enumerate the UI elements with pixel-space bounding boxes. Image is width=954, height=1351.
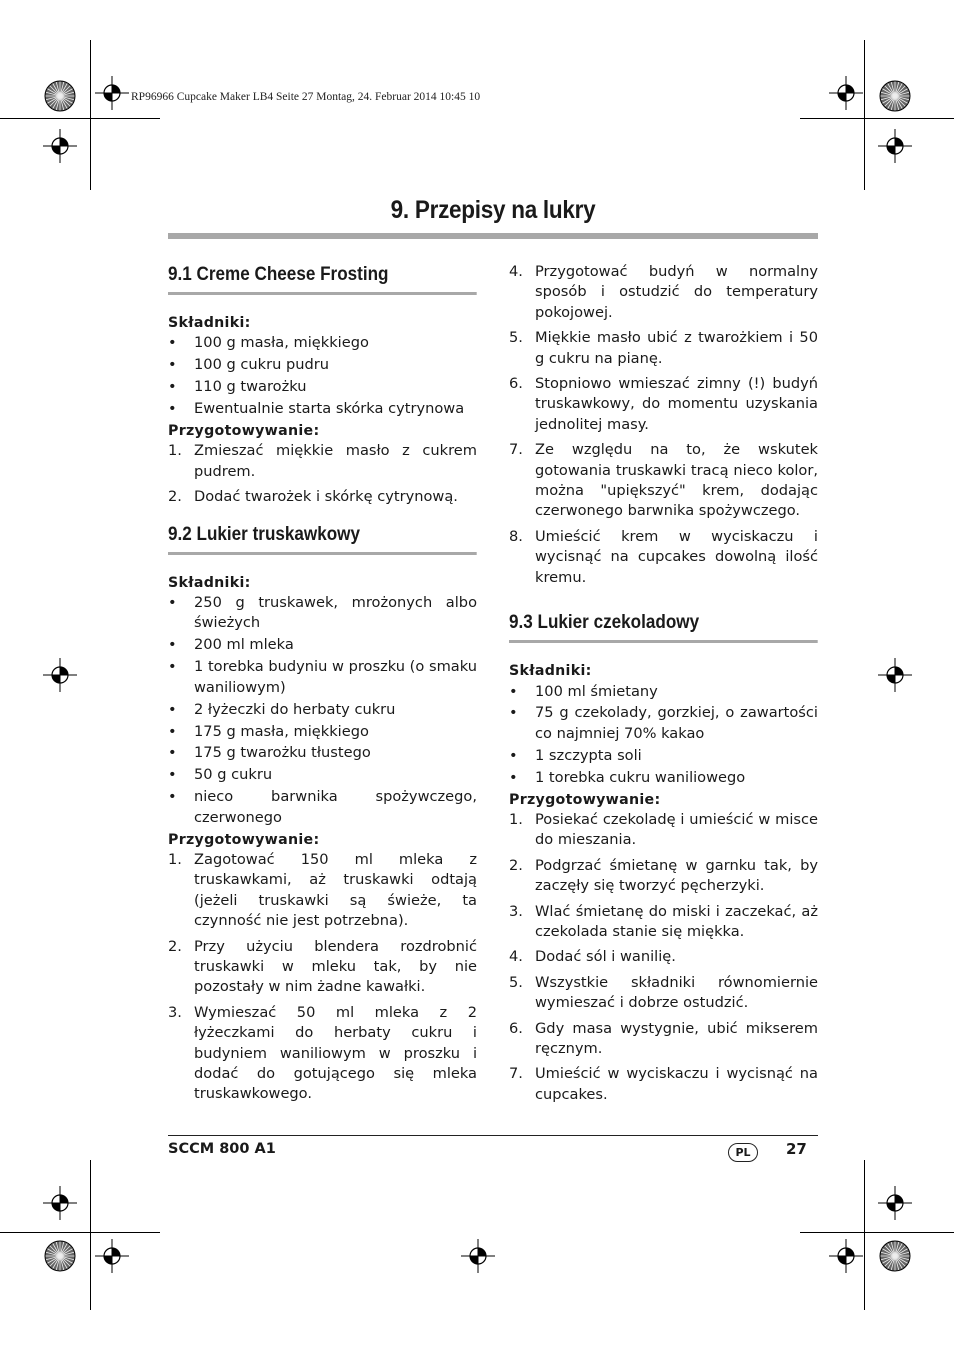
footer-rule [168,1135,818,1136]
step-number: 3. [509,902,523,920]
crop-line [90,40,91,190]
list-item-text: 175 g twarożku tłustego [194,744,371,762]
registration-mark [878,129,912,163]
list-item [168,765,477,785]
section-9-1 [168,262,477,508]
page-title: 9. Przepisy na lukry [390,196,596,224]
step-text: Umieścić krem w wyciskaczu i wycisnąć na cupcakes dowolną ilość kremu. [535,527,818,586]
step-item [168,1003,477,1105]
step-text: Przy użyciu blendera rozdrobnić truskawki w mleku tak, by nie pozostały w nim żadne kawałki. [194,937,477,996]
step-text: Miękkie masło ubić z twarożkiem i 50 g cukru na pianę. [535,329,818,367]
step-item [168,937,477,998]
bullet-mark: • [168,356,177,374]
prep-label: Przygotowywanie: [509,791,661,808]
print-header: RP96966 Cupcake Maker LB4 Seite 27 Montag, 24. Februar 2014 10:45 10 [131,91,481,103]
bullet-mark: • [168,700,177,718]
step-number: 1. [168,850,182,868]
step-item [168,441,477,482]
crop-line [0,118,160,119]
section-heading: 9.1 Creme Cheese Frosting [168,262,477,295]
list-item-text: 175 g masła, miękkiego [194,722,369,740]
step-number: 7. [509,441,523,459]
crop-line [864,1160,865,1310]
registration-mark [95,1239,129,1273]
ingredients-label: Składniki: [168,315,251,331]
list-item-text: 100 g masła, miękkiego [194,334,369,352]
step-number: 1. [168,442,182,460]
steps-list [168,850,477,1105]
section-9-3 [509,610,818,1105]
list-item [168,333,477,353]
step-text: Wszystkie składniki równomiernie wymieszać i dobrze ostudzić. [535,973,818,1012]
step-number: 7. [509,1065,523,1083]
list-item [168,787,477,828]
list-item [168,657,477,698]
step-text: Podgrzać śmietanę w garnku tak, by zaczęły się tworzyć pęcherzyki. [535,856,818,895]
section-9-2 [168,522,477,1105]
ingredients-list [509,682,818,789]
list-item-text: 50 g cukru [194,766,273,784]
bullet-mark: • [168,766,177,784]
bullet-mark: • [509,682,518,700]
right-column [509,262,818,1119]
crop-line [800,118,954,119]
step-text: Przygotować budyń w normalny sposób i ostudzić do temperatury pokojowej. [535,263,818,321]
list-item-text: 250 g truskawek, mrożonych albo świeżych [194,594,477,632]
list-item [509,768,818,788]
step-number: 5. [509,973,523,991]
prep-label: Przygotowywanie: [168,831,320,848]
registration-mark [43,129,77,163]
section-heading: 9.2 Lukier truskawkowy [168,522,477,555]
step-number: 8. [509,527,523,545]
list-item-text: 1 torebka budyniu w proszku (o smaku waniliowym) [194,658,477,696]
step-item [509,328,818,369]
list-item-text: 1 szczypta soli [535,746,642,764]
step-text: Umieścić w wyciskaczu i wycisnąć na cupcakes. [535,1065,818,1103]
step-number: 3. [168,1003,182,1021]
step-item [509,527,818,588]
step-number: 4. [509,263,523,280]
list-item-text: 110 g twarożku [194,378,307,396]
step-text: Ze względu na to, że wskutek gotowania truskawki tracą nieco kolor, można "upiększyć" krem, dodając czerwonego barwnika spożywczego. [535,441,818,520]
bullet-mark: • [168,636,177,654]
bullet-mark: • [168,400,177,418]
step-text: Dodać sól i wanilię. [535,948,676,966]
list-item [509,682,818,702]
color-star-mark [879,1240,911,1272]
ingredients-label: Składniki: [168,574,251,591]
step-text: Wymieszać 50 ml mleka z 2 łyżeczkami do herbaty cukru i budyniem waniliowym w proszku i dodać do gotującego się mleka truskawkowego. [194,1003,477,1103]
page-number: 27 [786,1140,807,1158]
step-text: Posiekać czekoladę i umieścić w misce do mieszania. [535,810,818,849]
bullet-mark: • [168,378,177,396]
list-item-text: 75 g czekolady, gorzkiej, o zawartości co najmniej 70% kakao [535,704,818,742]
steps-list [168,441,477,507]
registration-mark [829,1239,863,1273]
step-item [509,947,818,967]
step-text: Gdy masa wystygnie, ubić mikserem ręcznym. [535,1019,818,1057]
color-star-mark [44,80,76,112]
registration-mark [43,658,77,692]
color-star-mark [879,80,911,112]
bullet-mark: • [509,746,518,764]
registration-mark [43,1186,77,1220]
ingredients-list [168,333,477,419]
bullet-mark: • [168,334,177,352]
step-number: 6. [509,1019,523,1037]
list-item [509,746,818,766]
registration-mark [878,1186,912,1220]
list-item [168,700,477,720]
step-text: Dodać twarożek i skórkę cytrynową. [194,488,458,506]
list-item [168,355,477,375]
bullet-mark: • [509,704,518,722]
left-column [168,262,477,1119]
list-item-text: Ewentualnie starta skórka cytrynowa [194,400,465,418]
model-number: SCCM 800 A1 [168,1141,276,1157]
step-item [509,856,818,897]
list-item-text: 100 ml śmietany [535,682,658,700]
list-item-text: nieco barwnika spożywczego, czerwonego [194,788,477,826]
list-item [168,593,477,634]
list-item [168,635,477,655]
bullet-mark: • [168,788,177,806]
bullet-mark: • [168,594,177,612]
bullet-mark: • [168,722,177,740]
bullet-mark: • [168,744,177,762]
steps-list [509,262,818,588]
section-heading: 9.3 Lukier czekoladowy [509,610,818,643]
registration-mark [95,76,129,110]
step-item [509,374,818,435]
bullet-mark: • [168,658,177,676]
step-text: Wlać śmietanę do miski i zaczekać, aż czekolada stanie się miękka. [535,902,818,940]
step-item [168,487,477,507]
ingredients-list [168,593,477,828]
step-item [509,440,818,522]
continued-steps [509,262,818,588]
steps-list [509,810,818,1105]
crop-line [0,1232,160,1233]
step-text: Stopniowo wmieszać zimny (!) budyń truskawkowy, do momentu uzyskania jednolitej masy. [535,375,818,433]
registration-mark [878,658,912,692]
registration-mark [461,1239,495,1273]
list-item [168,377,477,397]
list-item-text: 200 ml mleka [194,636,294,654]
step-number: 2. [168,937,182,955]
step-number: 5. [509,329,523,347]
step-number: 2. [509,856,523,874]
step-text: Zmieszać miękkie masło z cukrem pudrem. [194,442,477,480]
list-item [168,722,477,742]
step-item [509,902,818,943]
list-item [168,743,477,763]
step-number: 2. [168,488,182,506]
step-number: 1. [509,810,523,828]
step-item [509,973,818,1014]
prep-label: Przygotowywanie: [168,423,320,440]
step-item [509,1019,818,1060]
language-badge: PL [728,1143,758,1162]
step-item [509,262,818,323]
registration-mark [829,76,863,110]
step-number: 6. [509,375,523,393]
step-item [509,810,818,851]
list-item [168,399,477,419]
title-rule [168,233,818,239]
crop-line [800,1232,954,1233]
crop-line [864,40,865,190]
color-star-mark [44,1240,76,1272]
crop-line [90,1160,91,1310]
bullet-mark: • [509,768,518,786]
list-item-text: 1 torebka cukru waniliowego [535,768,746,786]
step-text: Zagotować 150 ml mleka z truskawkami, aż truskawki odtają (jeżeli truskawki są świeże, ta czynność nie jest potrzebna). [194,850,477,930]
step-item [168,850,477,932]
ingredients-label: Składniki: [509,663,592,680]
list-item-text: 2 łyżeczki do herbaty cukru [194,700,396,718]
list-item [509,703,818,744]
step-number: 4. [509,948,523,966]
list-item-text: 100 g cukru pudru [194,356,330,374]
step-item [509,1064,818,1105]
